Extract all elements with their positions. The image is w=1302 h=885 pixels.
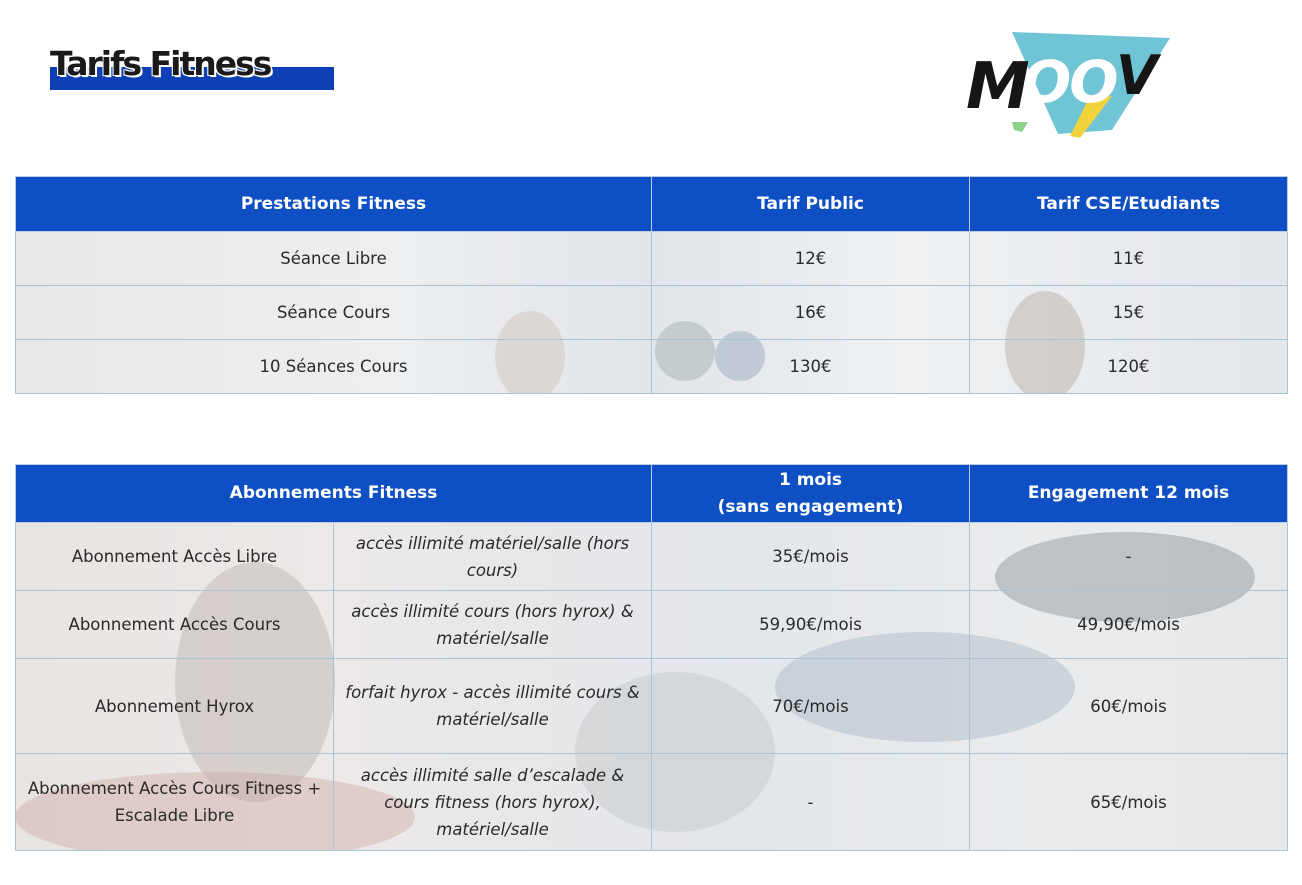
table-row [16, 523, 1288, 591]
price-public: 16€ [652, 286, 970, 340]
row-label: 10 Séances Cours [16, 340, 652, 394]
row-label: Séance Cours [16, 286, 652, 340]
price-cse: 11€ [970, 232, 1288, 286]
table-row [16, 232, 1288, 286]
prestations-table [15, 176, 1288, 394]
row-label: Abonnement Accès Cours [16, 591, 334, 659]
price-one-month: - [652, 754, 970, 851]
page-title-block [50, 44, 340, 92]
price-public: 130€ [652, 340, 970, 394]
row-description: accès illimité cours (hors hyrox) & matériel/salle [334, 591, 652, 659]
table-row [16, 659, 1288, 754]
header-tarif-cse: Tarif CSE/Etudiants [970, 177, 1288, 232]
row-description: accès illimité matériel/salle (hors cours) [334, 523, 652, 591]
row-label: Abonnement Accès Cours Fitness + Escalade Libre [16, 754, 334, 851]
svg-text:OO: OO [1022, 48, 1117, 116]
abonnements-table [15, 464, 1288, 851]
price-one-month: 70€/mois [652, 659, 970, 754]
header-tarif-public: Tarif Public [652, 177, 970, 232]
header-prestations: Prestations Fitness [16, 177, 652, 232]
row-label: Abonnement Hyrox [16, 659, 334, 754]
row-description: forfait hyrox - accès illimité cours & matériel/salle [334, 659, 652, 754]
header-abonnements: Abonnements Fitness [16, 465, 652, 523]
table-row [16, 340, 1288, 394]
price-engagement: - [970, 523, 1288, 591]
row-label: Séance Libre [16, 232, 652, 286]
table-row [16, 591, 1288, 659]
price-engagement: 49,90€/mois [970, 591, 1288, 659]
header-engagement: Engagement 12 mois [970, 465, 1288, 523]
price-one-month: 35€/mois [652, 523, 970, 591]
price-cse: 15€ [970, 286, 1288, 340]
svg-text:V: V [1116, 44, 1158, 107]
table-row [16, 754, 1288, 851]
row-label: Abonnement Accès Libre [16, 523, 334, 591]
moov-logo [962, 30, 1174, 138]
price-cse: 120€ [970, 340, 1288, 394]
price-one-month: 59,90€/mois [652, 591, 970, 659]
row-description: accès illimité salle d’escalade & cours fitness (hors hyrox), matériel/salle [334, 754, 652, 851]
price-engagement: 65€/mois [970, 754, 1288, 851]
price-engagement: 60€/mois [970, 659, 1288, 754]
svg-text:M: M [966, 50, 1028, 124]
price-public: 12€ [652, 232, 970, 286]
header-one-month: 1 mois (sans engagement) [652, 465, 970, 523]
table-row [16, 286, 1288, 340]
page-title: Tarifs Fitness [50, 44, 271, 83]
